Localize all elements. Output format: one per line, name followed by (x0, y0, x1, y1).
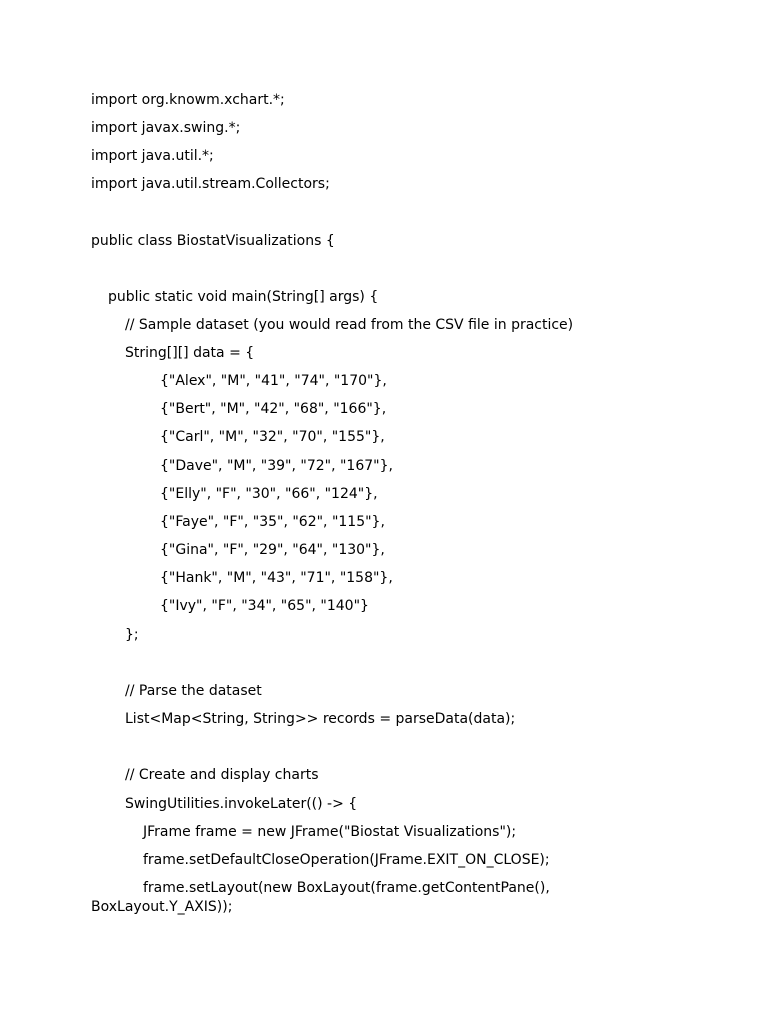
code-line: public class BiostatVisualizations { (91, 233, 335, 249)
code-line: frame.setDefaultCloseOperation(JFrame.EXIT_ON_CLOSE); (143, 852, 550, 868)
code-line: SwingUtilities.invokeLater(() -> { (125, 796, 358, 812)
data-row: {"Alex", "M", "41", "74", "170"}, (160, 373, 387, 389)
data-row: {"Bert", "M", "42", "68", "166"}, (160, 401, 387, 417)
data-row: {"Gina", "F", "29", "64", "130"}, (160, 542, 385, 558)
code-line: import java.util.stream.Collectors; (91, 176, 330, 192)
code-line: String[][] data = { (125, 345, 255, 361)
data-row: {"Carl", "M", "32", "70", "155"}, (160, 429, 385, 445)
code-line: import javax.swing.*; (91, 120, 241, 136)
code-line: frame.setLayout(new BoxLayout(frame.getContentPane(), (143, 880, 550, 896)
code-line: }; (125, 627, 139, 643)
data-row: {"Faye", "F", "35", "62", "115"}, (160, 514, 385, 530)
code-comment: // Sample dataset (you would read from the CSV file in practice) (125, 317, 574, 333)
data-row: {"Dave", "M", "39", "72", "167"}, (160, 458, 393, 474)
code-line: JFrame frame = new JFrame("Biostat Visualizations"); (143, 824, 517, 840)
data-row: {"Elly", "F", "30", "66", "124"}, (160, 486, 378, 502)
code-comment: // Parse the dataset (125, 683, 262, 699)
code-line: import java.util.*; (91, 148, 214, 164)
data-row: {"Hank", "M", "43", "71", "158"}, (160, 570, 393, 586)
code-line: import org.knowm.xchart.*; (91, 92, 285, 108)
code-line: List<Map<String, String>> records = parseData(data); (125, 711, 516, 727)
code-comment: // Create and display charts (125, 767, 319, 783)
code-line-continuation: BoxLayout.Y_AXIS)); (91, 899, 233, 915)
data-row: {"Ivy", "F", "34", "65", "140"} (160, 598, 369, 614)
code-line: public static void main(String[] args) { (108, 289, 379, 305)
